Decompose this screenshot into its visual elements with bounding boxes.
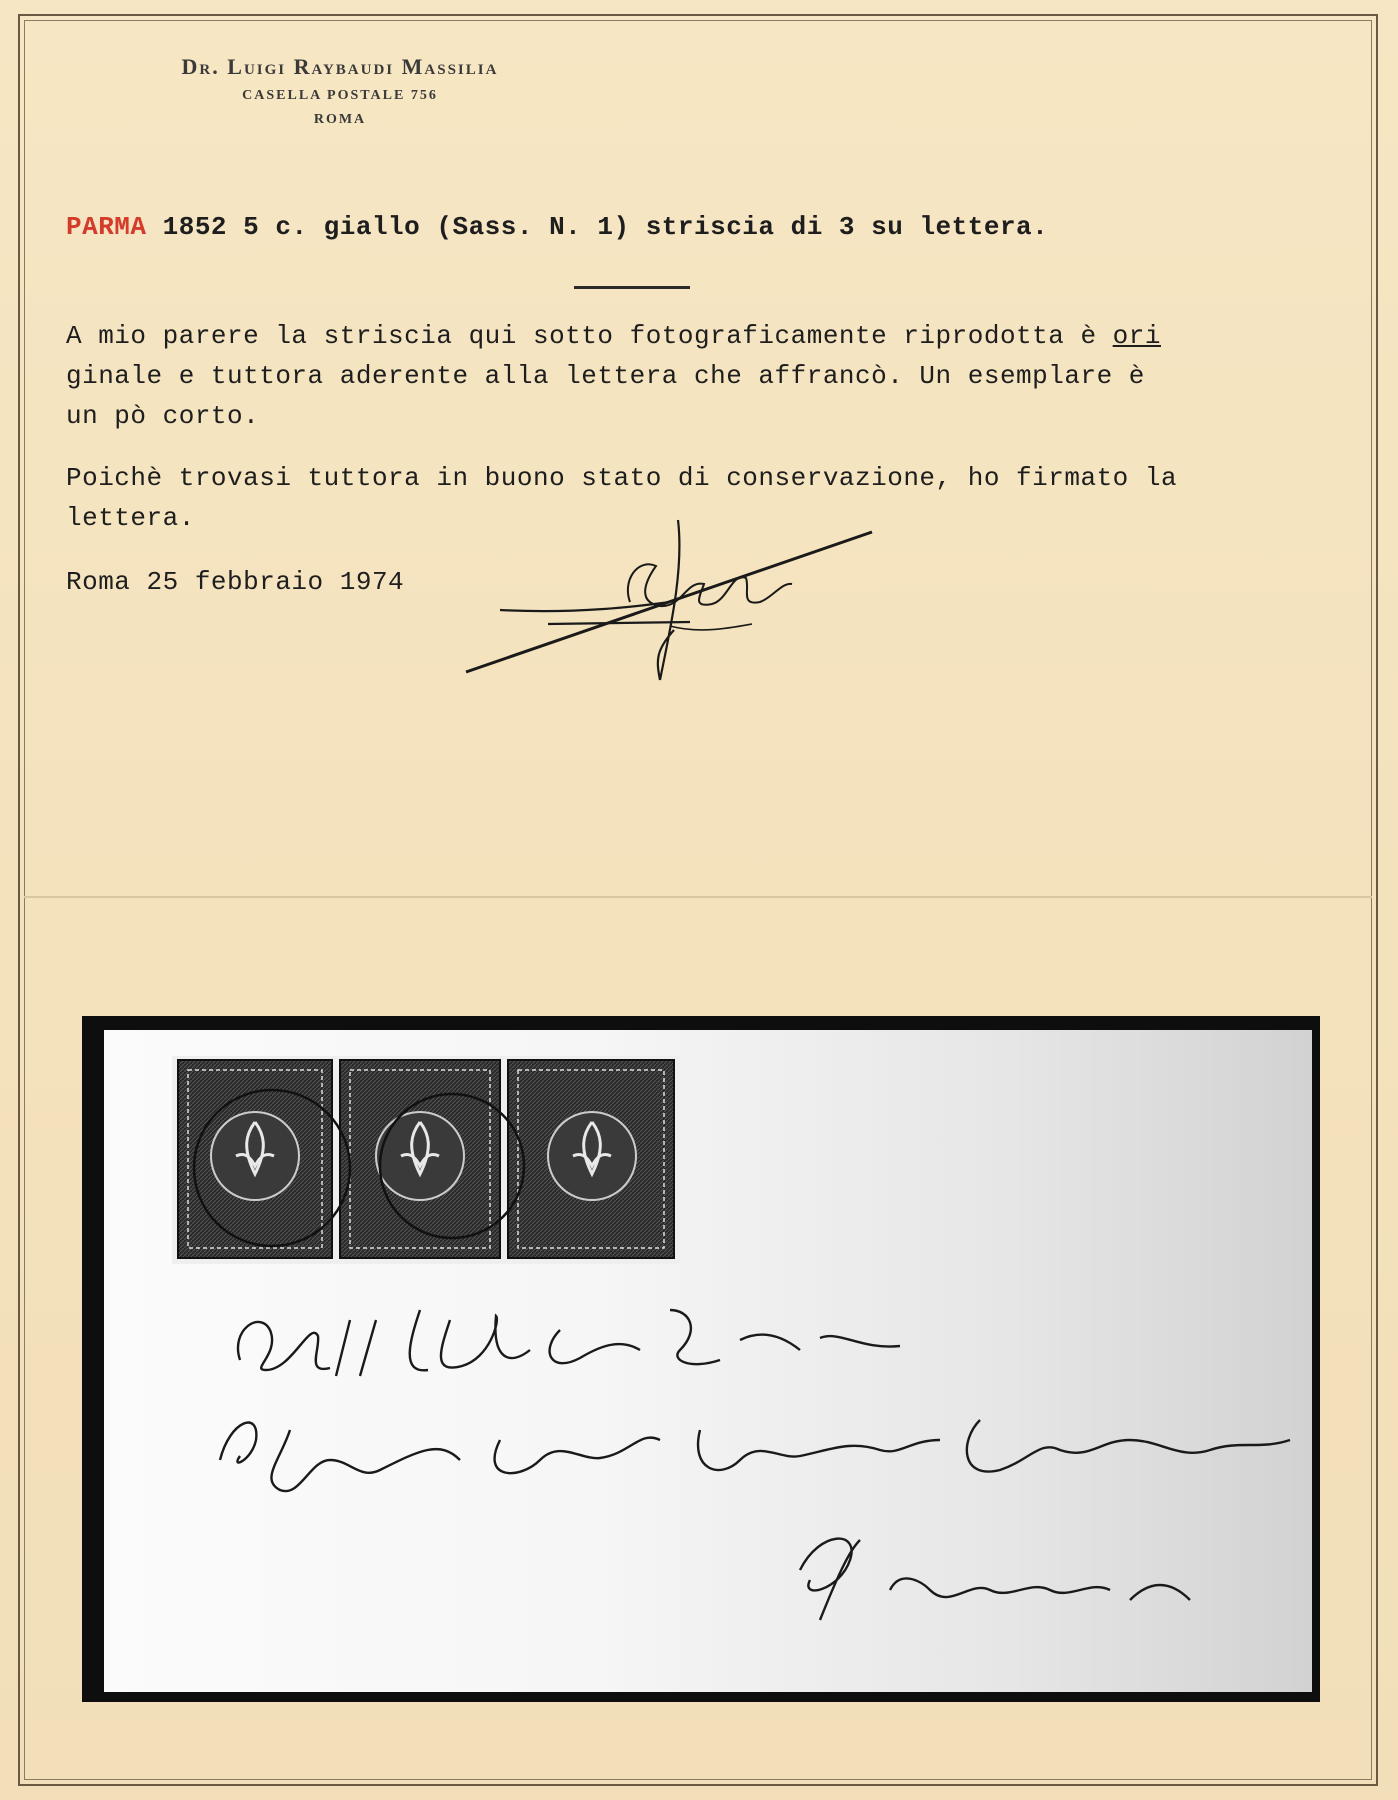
stamp-strip	[172, 1056, 680, 1264]
para2-line1: Poichè trovasi tuttora in buono stato di conservazione, ho firmato la	[66, 463, 1178, 493]
letterhead	[60, 54, 620, 128]
letterhead-city: ROMA	[313, 112, 367, 127]
heading-rule	[574, 286, 690, 289]
para1-line2: ginale e tuttora aderente alla lettera che affrancò. Un esemplare è	[66, 361, 1145, 391]
para1-line1: A mio parere la striscia qui sotto fotograficamente riprodotta è	[66, 321, 1113, 351]
place-date: Roma 25 febbraio 1974	[66, 567, 405, 597]
stamp-1	[178, 1060, 332, 1258]
letterhead-name: Dr. Luigi Raybaudi Massilia	[181, 54, 499, 79]
fold-line	[24, 896, 1372, 898]
para1-line3: un pò corto.	[66, 401, 260, 431]
stamp-3	[508, 1060, 674, 1258]
para1-line1-underlined: ori	[1112, 321, 1161, 351]
letterhead-address: CASELLA POSTALE 756	[242, 88, 438, 103]
address-handwriting	[200, 1290, 1320, 1690]
heading-parma-stamp: PARMA	[66, 212, 147, 242]
para2-line2: lettera.	[66, 503, 195, 533]
certificate-heading	[66, 212, 1048, 242]
signature-image	[460, 510, 880, 690]
heading-text: 1852 5 c. giallo (Sass. N. 1) striscia di 3 su lettera.	[146, 212, 1049, 242]
stamp-2	[340, 1060, 500, 1258]
opinion-paragraph	[66, 316, 1161, 436]
